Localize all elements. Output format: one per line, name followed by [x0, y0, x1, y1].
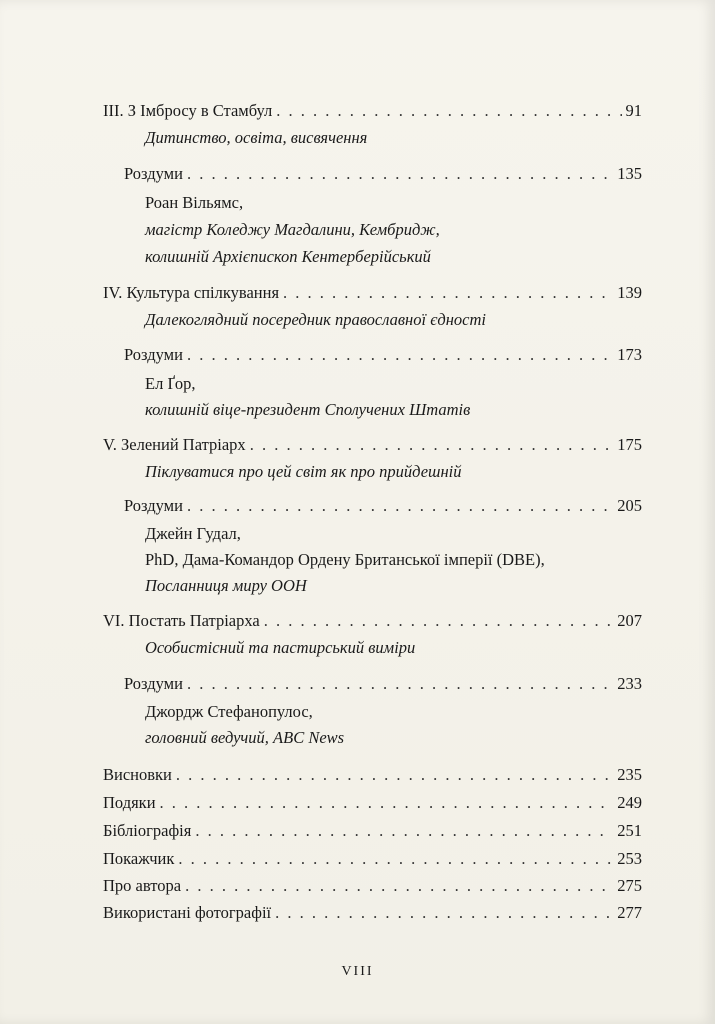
entry-title: Покажчик	[103, 849, 175, 868]
leader-dots	[187, 496, 613, 516]
author-name: Роан Вільямс,	[145, 193, 244, 212]
entry-page: 207	[617, 611, 642, 630]
entry-page: 275	[617, 876, 642, 895]
leader-dots	[178, 849, 613, 869]
toc-entry-acknowledgements	[103, 793, 642, 813]
leader-dots	[283, 283, 613, 303]
entry-page: 277	[617, 903, 642, 922]
toc-entry-reflection-4	[124, 345, 642, 365]
entry-page: 251	[617, 821, 642, 840]
leader-dots	[275, 903, 613, 923]
entry-title: Бібліографія	[103, 821, 192, 840]
leader-dots	[264, 611, 614, 631]
entry-page: 253	[617, 849, 642, 868]
toc-entry-reflection-3	[124, 164, 642, 184]
entry-title: Роздуми	[124, 674, 183, 693]
leader-dots	[187, 345, 613, 365]
entry-subtitle: Особистісний та пастирський виміри	[145, 638, 416, 657]
entry-page: 175	[617, 435, 642, 454]
leader-dots	[195, 821, 613, 841]
author-name: Джордж Стефанопулос,	[145, 702, 313, 721]
author-role: PhD, Дама-Командор Ордену Британської імперії (DBE),	[145, 550, 545, 569]
entry-page: 135	[617, 164, 642, 183]
page-folio: VIII	[341, 964, 374, 979]
leader-dots	[250, 435, 614, 455]
entry-title: IV. Культура спілкування	[103, 283, 280, 302]
entry-page: 233	[617, 674, 642, 693]
entry-subtitle: Піклуватися про цей світ як про прийдешній	[145, 462, 462, 481]
entry-title: Роздуми	[124, 496, 183, 515]
author-name: Ел Ґор,	[145, 374, 196, 393]
toc-entry-bibliography	[103, 821, 642, 841]
author-role: головний ведучий, ABC News	[145, 728, 345, 747]
author-role: колишній Архієпископ Кентерберійський	[145, 247, 431, 266]
toc-entry-index	[103, 849, 642, 869]
entry-page: 205	[617, 496, 642, 515]
entry-title: V. Зелений Патріарх	[103, 435, 246, 454]
leader-dots	[160, 793, 614, 813]
leader-dots	[185, 876, 613, 896]
leader-dots	[176, 765, 613, 785]
toc-entry-conclusions	[103, 765, 642, 785]
entry-title: VI. Постать Патріарха	[103, 611, 260, 630]
entry-subtitle: Далекоглядний посередник православної єдності	[145, 310, 486, 329]
toc-entry-about-author	[103, 876, 642, 896]
toc-entry-section-6	[103, 611, 642, 631]
toc-entry-section-5	[103, 435, 642, 455]
toc-entry-section-3	[103, 101, 642, 121]
author-role: магістр Коледжу Магдалини, Кембридж,	[145, 220, 440, 239]
entry-page: 139	[617, 283, 642, 302]
entry-subtitle: Дитинство, освіта, висвячення	[145, 128, 368, 147]
entry-title: Використані фотографії	[103, 903, 272, 922]
toc-entry-photo-credits	[103, 903, 642, 923]
author-role: Посланниця миру ООН	[145, 576, 307, 595]
entry-page: 249	[617, 793, 642, 812]
toc-entry-reflection-5	[124, 496, 642, 516]
leader-dots	[187, 164, 613, 184]
entry-title: Подяки	[103, 793, 156, 812]
entry-title: Роздуми	[124, 345, 183, 364]
leader-dots	[276, 101, 621, 121]
entry-page: 235	[617, 765, 642, 784]
entry-title: III. З Імбросу в Стамбул	[103, 101, 273, 120]
author-role: колишній віце-президент Сполучених Штатів	[145, 400, 471, 419]
entry-page: 173	[617, 345, 642, 364]
entry-title: Про автора	[103, 876, 182, 895]
toc-entry-reflection-6	[124, 674, 642, 694]
author-name: Джейн Гудал,	[145, 524, 241, 543]
entry-title: Роздуми	[124, 164, 183, 183]
toc-entry-section-4	[103, 283, 642, 303]
entry-page: 91	[625, 101, 642, 120]
entry-title: Висновки	[103, 765, 172, 784]
leader-dots	[187, 674, 613, 694]
